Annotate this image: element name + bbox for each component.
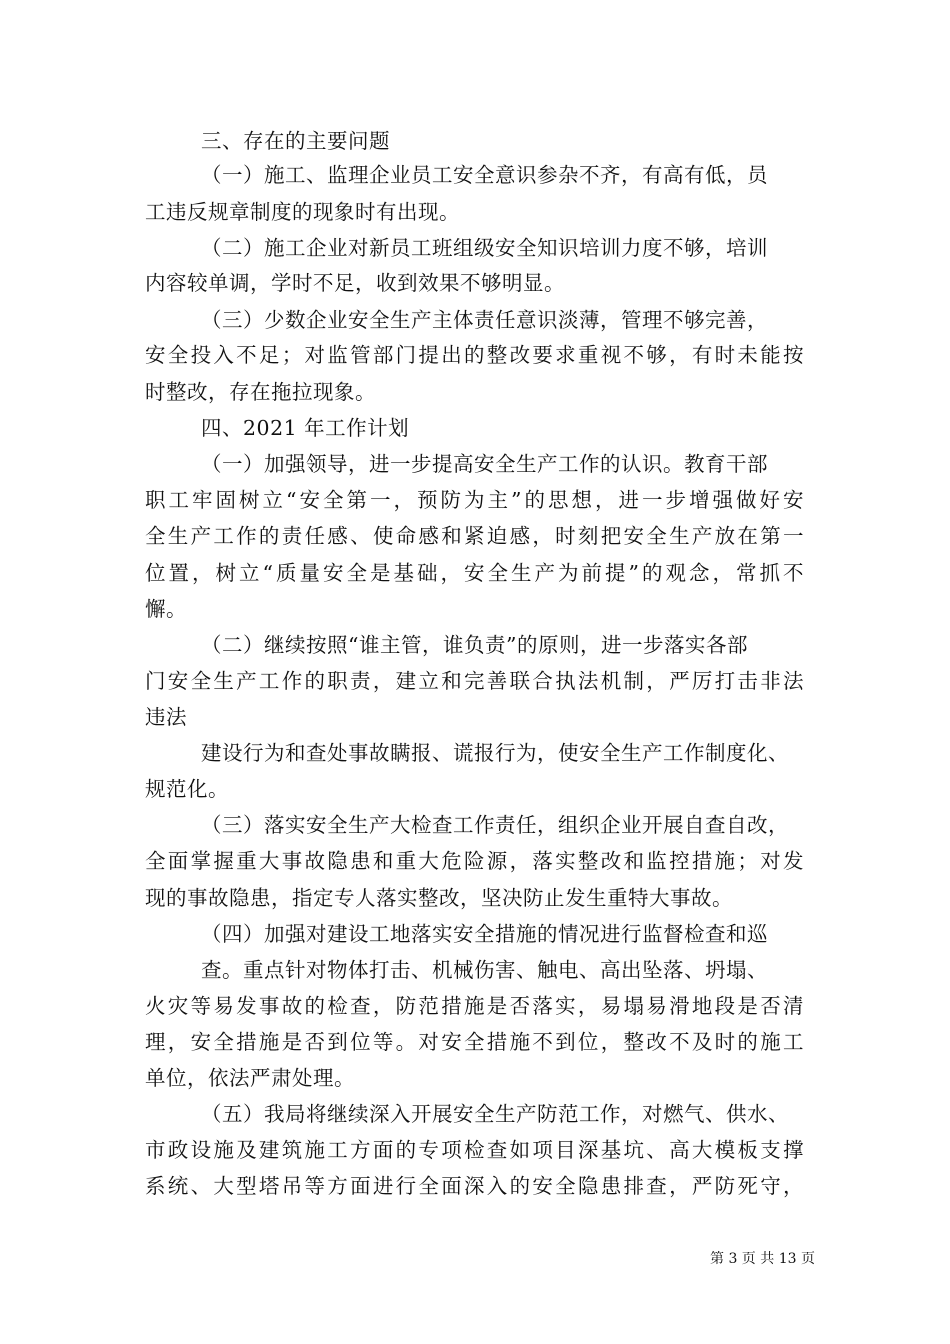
paragraph-line: 违法 xyxy=(145,705,187,729)
paragraph-line: 理，安全措施是否到位等。对安全措施不到位，整改不及时的施工 xyxy=(145,1030,804,1054)
paragraph-line: 职工牢固树立“安全第一，预防为主”的思想，进一步增强做好安 xyxy=(145,488,804,512)
paragraph-line: 全面掌握重大事故隐患和重大危险源，落实整改和监控措施；对发 xyxy=(145,849,804,873)
paragraph-line: 火灾等易发事故的检查，防范措施是否落实，易塌易滑地段是否清 xyxy=(145,994,804,1018)
paragraph-line: （二）继续按照“谁主管，谁负责”的原则，进一步落实各部 xyxy=(201,633,748,657)
paragraph-line: 位置，树立“质量安全是基础，安全生产为前提”的观念，常抓不 xyxy=(145,561,804,585)
paragraph-line: 工违反规章制度的现象时有出现。 xyxy=(145,200,460,224)
paragraph-line: 系统、大型塔吊等方面进行全面深入的安全隐患排查，严防死守， xyxy=(145,1174,804,1198)
paragraph-line: 市政设施及建筑施工方面的专项检查如项目深基坑、高大模板支撑 xyxy=(145,1138,804,1162)
paragraph-line: 规范化。 xyxy=(145,777,229,801)
paragraph-line: （二）施工企业对新员工班组级安全知识培训力度不够，培训 xyxy=(201,236,768,260)
paragraph-line: 建设行为和查处事故瞒报、谎报行为，使安全生产工作制度化、 xyxy=(201,741,789,765)
paragraph-line: 安全投入不足；对监管部门提出的整改要求重视不够，有时未能按 xyxy=(145,343,804,367)
paragraph-line: 全生产工作的责任感、使命感和紧迫感，时刻把安全生产放在第一 xyxy=(145,524,804,548)
paragraph-line: 现的事故隐患，指定专人落实整改，坚决防止发生重特大事故。 xyxy=(145,886,733,910)
paragraph-line: （三）少数企业安全生产主体责任意识淡薄，管理不够完善， xyxy=(201,308,768,332)
paragraph-line: 内容较单调，学时不足，收到效果不够明显。 xyxy=(145,271,565,295)
paragraph-line: 时整改，存在拖拉现象。 xyxy=(145,380,376,404)
paragraph-line: （一）加强领导，进一步提高安全生产工作的认识。教育干部 xyxy=(201,452,768,476)
page-number: 第 3 页 共 13 页 xyxy=(710,1251,815,1267)
paragraph-line: （三）落实安全生产大检查工作责任，组织企业开展自查自改， xyxy=(201,813,789,837)
section-heading: 四、2021 年工作计划 xyxy=(201,416,410,440)
paragraph-line: 门安全生产工作的职责，建立和完善联合执法机制，严厉打击非法 xyxy=(145,669,804,693)
paragraph-line: （一）施工、监理企业员工安全意识参杂不齐，有高有低，员 xyxy=(201,163,768,187)
paragraph-line: （四）加强对建设工地落实安全措施的情况进行监督检查和巡 xyxy=(201,922,768,946)
paragraph-line: （五）我局将继续深入开展安全生产防范工作，对燃气、供水、 xyxy=(201,1102,789,1126)
section-heading: 三、存在的主要问题 xyxy=(201,129,390,153)
paragraph-line: 查。重点针对物体打击、机械伤害、触电、高出坠落、坍塌、 xyxy=(201,958,768,982)
paragraph-line: 单位，依法严肃处理。 xyxy=(145,1066,355,1090)
paragraph-line: 懈。 xyxy=(145,597,187,621)
